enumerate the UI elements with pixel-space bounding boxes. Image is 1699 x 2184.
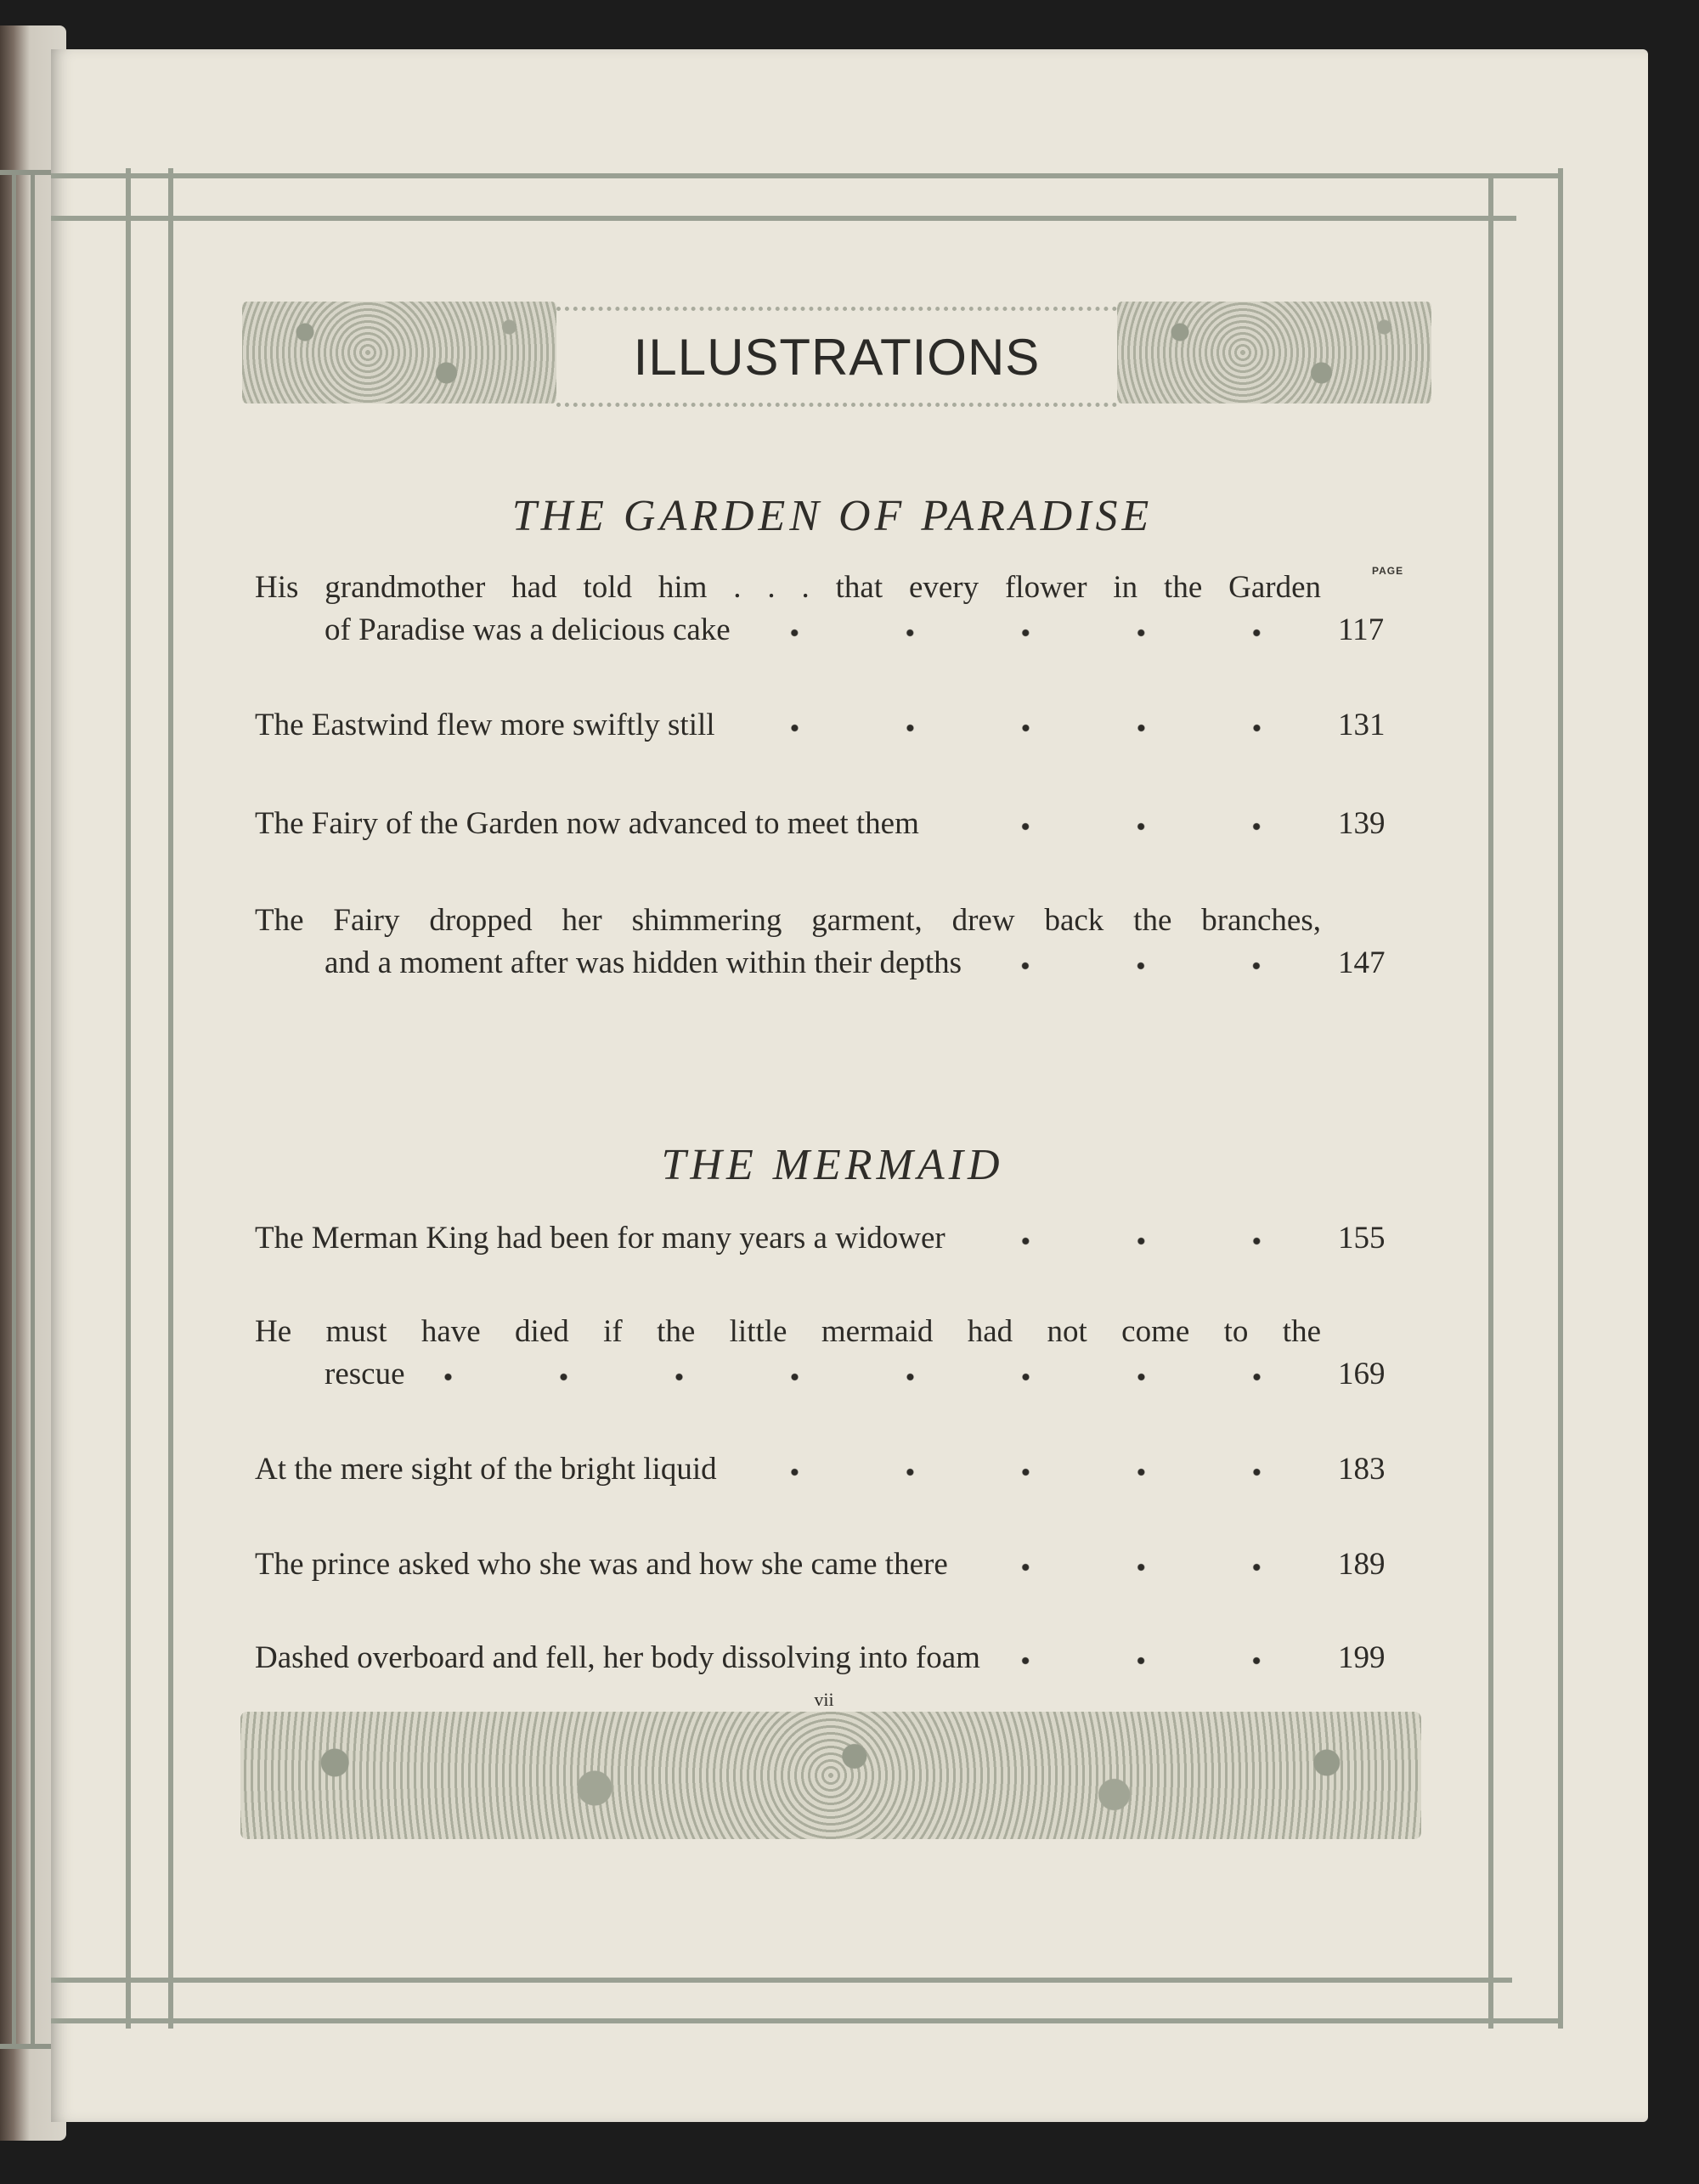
page-number: 169 bbox=[1338, 1357, 1386, 1391]
floral-ornament-left bbox=[242, 302, 556, 404]
frame-rule-bottom-outer bbox=[51, 2018, 1563, 2023]
page-number: 139 bbox=[1338, 806, 1386, 841]
frame-rule-top-outer bbox=[51, 173, 1563, 178]
dot-leader bbox=[742, 1467, 1314, 1477]
list-item bbox=[255, 805, 1402, 848]
page-number: 183 bbox=[1338, 1452, 1386, 1487]
entry-text-line: The Fairy of the Garden now advanced to meet them bbox=[255, 806, 919, 841]
floral-ornament-bottom bbox=[240, 1712, 1421, 1839]
entry-text-line: Dashed overboard and fell, her body dissolving into foam bbox=[255, 1640, 980, 1675]
dot-leader bbox=[987, 961, 1314, 971]
list-item bbox=[255, 1546, 1402, 1589]
entry-text-line: of Paradise was a delicious cake bbox=[325, 612, 731, 647]
frame-rule-left-outer bbox=[126, 168, 131, 2029]
page-number: 155 bbox=[1338, 1221, 1386, 1256]
entry-text-line: The Merman King had been for many years a widower bbox=[255, 1221, 945, 1256]
frame-rule-top-inner bbox=[51, 216, 1516, 221]
dot-leader bbox=[974, 1562, 1314, 1572]
dot-leader bbox=[971, 1236, 1314, 1246]
page-number: 189 bbox=[1338, 1547, 1386, 1582]
section-heading-garden: THE GARDEN OF PARADISE bbox=[511, 492, 1154, 540]
page-number: 131 bbox=[1338, 708, 1386, 742]
frame-rule-bottom-inner bbox=[51, 1978, 1512, 1983]
list-item bbox=[255, 569, 1402, 654]
floral-ornament-right bbox=[1117, 302, 1431, 404]
entry-text-line: At the mere sight of the bright liquid bbox=[255, 1452, 717, 1487]
frame-rule-right-inner bbox=[1488, 177, 1493, 2029]
dot-leader bbox=[756, 628, 1314, 638]
folio-page-number: vii bbox=[814, 1689, 834, 1710]
page-column-label: PAGE bbox=[1372, 565, 1404, 577]
page-title: ILLUSTRATIONS bbox=[556, 307, 1117, 407]
entry-text-line: His grandmother had told him . . . that every flower in the Garden bbox=[255, 570, 1321, 605]
dot-leader bbox=[741, 723, 1314, 733]
dot-leader bbox=[431, 1372, 1315, 1382]
frame-rule-right-outer bbox=[1558, 168, 1563, 2029]
page-number: 147 bbox=[1338, 945, 1386, 980]
list-item bbox=[255, 1313, 1402, 1398]
list-item bbox=[255, 1220, 1402, 1262]
entry-text-line: The prince asked who she was and how she came there bbox=[255, 1547, 948, 1582]
section-heading-mermaid: THE MERMAID bbox=[661, 1141, 1004, 1189]
frame-rule-left-inner bbox=[168, 168, 173, 2029]
header-ornament-band bbox=[242, 302, 1431, 404]
entry-text-line: The Fairy dropped her shimmering garment, drew back the branches, bbox=[255, 903, 1321, 938]
entry-text-line: He must have died if the little mermaid had not come to the bbox=[255, 1314, 1321, 1349]
list-item bbox=[255, 1451, 1402, 1493]
dot-leader bbox=[1006, 1656, 1314, 1666]
dot-leader bbox=[945, 821, 1314, 832]
entry-text-line: and a moment after was hidden within their depths bbox=[325, 945, 962, 980]
page-number: 117 bbox=[1338, 612, 1385, 647]
entry-text-line: The Eastwind flew more swiftly still bbox=[255, 708, 715, 742]
list-item bbox=[255, 1639, 1402, 1682]
list-item bbox=[255, 707, 1402, 749]
list-item bbox=[255, 902, 1402, 987]
entry-text-line: rescue bbox=[325, 1357, 405, 1391]
page-number: 199 bbox=[1338, 1640, 1386, 1675]
